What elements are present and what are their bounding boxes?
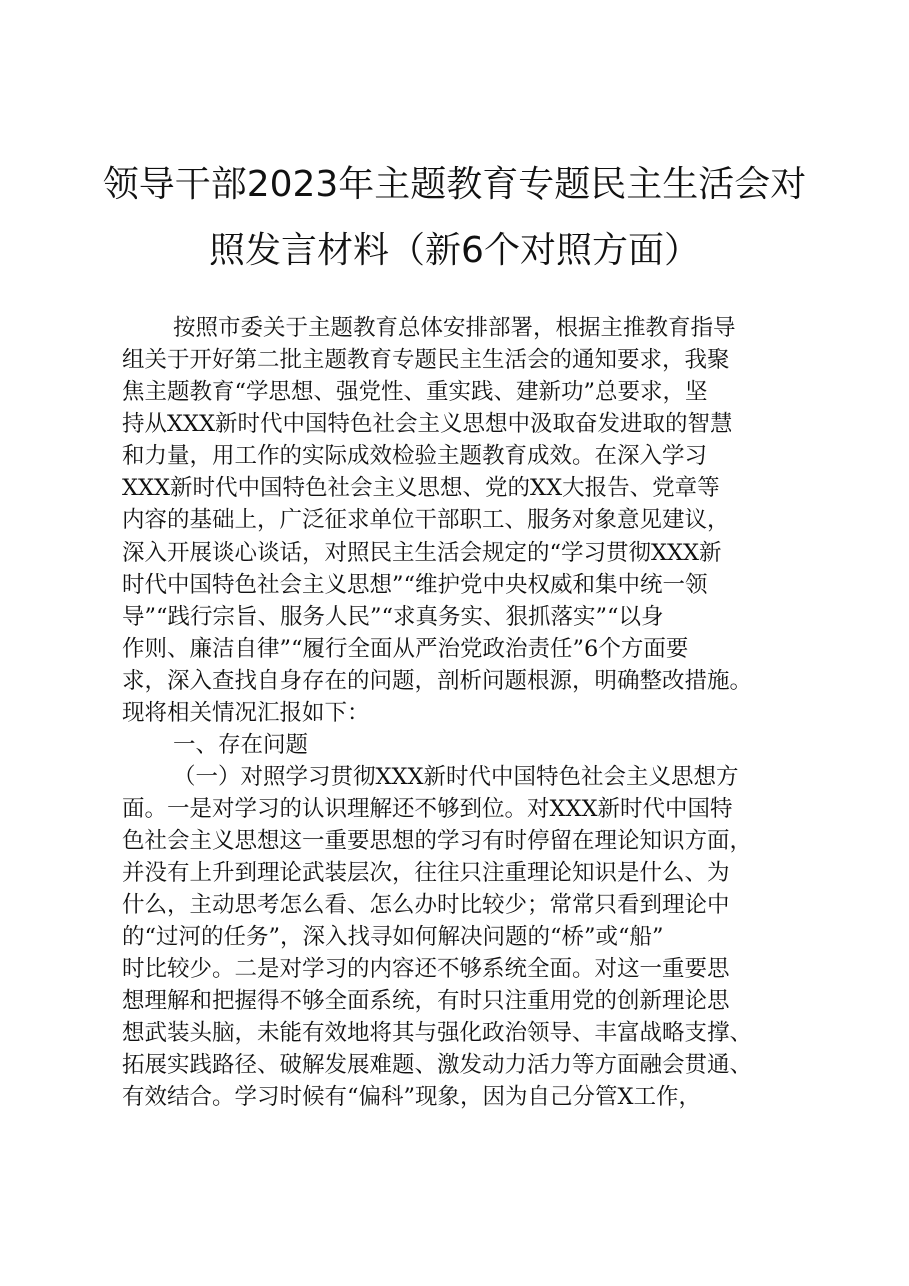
paragraph-2-line-3: 色社会主义思想这一重要思想的学习有时停留在理论知识方面，	[122, 828, 753, 854]
paragraph-1-line-11: 作则、廉洁自律”“履行全面从严治党政治责任”6个方面要	[122, 636, 689, 662]
paragraph-1-line-6: XXX新时代中国特色社会主义思想、党的XX大报告、党章等	[122, 475, 720, 501]
paragraph-1-line-8: 深入开展谈心谈话，对照民主生活会规定的“学习贯彻XXX新	[122, 540, 722, 566]
paragraph-1-line-9: 时代中国特色社会主义思想”“维护党中央权威和集中统一领	[122, 572, 708, 598]
paragraph-1-line-2: 组关于开好第二批主题教育专题民主生活会的通知要求，我聚	[122, 347, 730, 373]
document-title-line-2: 照发言材料（新6个对照方面）	[209, 230, 700, 271]
paragraph-1-line-4: 持从XXX新时代中国特色社会主义思想中汲取奋发进取的智慧	[122, 411, 733, 437]
paragraph-2-line-9: 想武装头脑，未能有效地将其与强化政治领导、丰富战略支撑、	[122, 1020, 753, 1046]
paragraph-1-line-13: 现将相关情况汇报如下：	[122, 700, 370, 726]
document-title-line-1: 领导干部2023年主题教育专题民主生活会对	[102, 164, 807, 205]
paragraph-1-line-7: 内容的基础上，广泛征求单位干部职工、服务对象意见建议，	[122, 507, 730, 533]
paragraph-2-line-10: 拓展实践路径、破解发展难题、激发动力活力等方面融会贯通、	[122, 1052, 753, 1078]
paragraph-2-line-2: 面。一是对学习的认识理解还不够到位。对XXX新时代中国特	[122, 796, 733, 822]
paragraph-2-line-5: 什么，主动思考怎么看、怎么办时比较少；常常只看到理论中	[122, 892, 730, 918]
section-heading-problems: 一、存在问题	[173, 732, 309, 758]
paragraph-1-line-5: 和力量，用工作的实际成效检验主题教育成效。在深入学习	[122, 443, 708, 469]
paragraph-1-line-1: 按照市委关于主题教育总体安排部署，根据主推教育指导	[173, 315, 736, 341]
paragraph-2-line-4: 并没有上升到理论武装层次，往往只注重理论知识是什么、为	[122, 860, 730, 886]
paragraph-2-line-11: 有效结合。学习时候有“偏科”现象，因为自己分管X工作，	[122, 1084, 702, 1110]
paragraph-1-line-3: 焦主题教育“学思想、强党性、重实践、建新功”总要求，坚	[122, 379, 708, 405]
paragraph-1-line-12: 求，深入查找自身存在的问题，剖析问题根源，明确整改措施。	[122, 668, 753, 694]
paragraph-2-line-8: 想理解和把握得不够全面系统，有时只注重用党的创新理论思	[122, 988, 730, 1014]
paragraph-2-line-1: （一）对照学习贯彻XXX新时代中国特色社会主义思想方	[173, 764, 739, 790]
paragraph-1-line-10: 导”“践行宗旨、服务人民”“求真务实、狠抓落实”“以身	[122, 604, 664, 630]
paragraph-2-line-6: 的“过河的任务”，深入找寻如何解决问题的“桥”或“船”	[122, 924, 664, 950]
paragraph-2-line-7: 时比较少。二是对学习的内容还不够系统全面。对这一重要思	[122, 956, 730, 982]
